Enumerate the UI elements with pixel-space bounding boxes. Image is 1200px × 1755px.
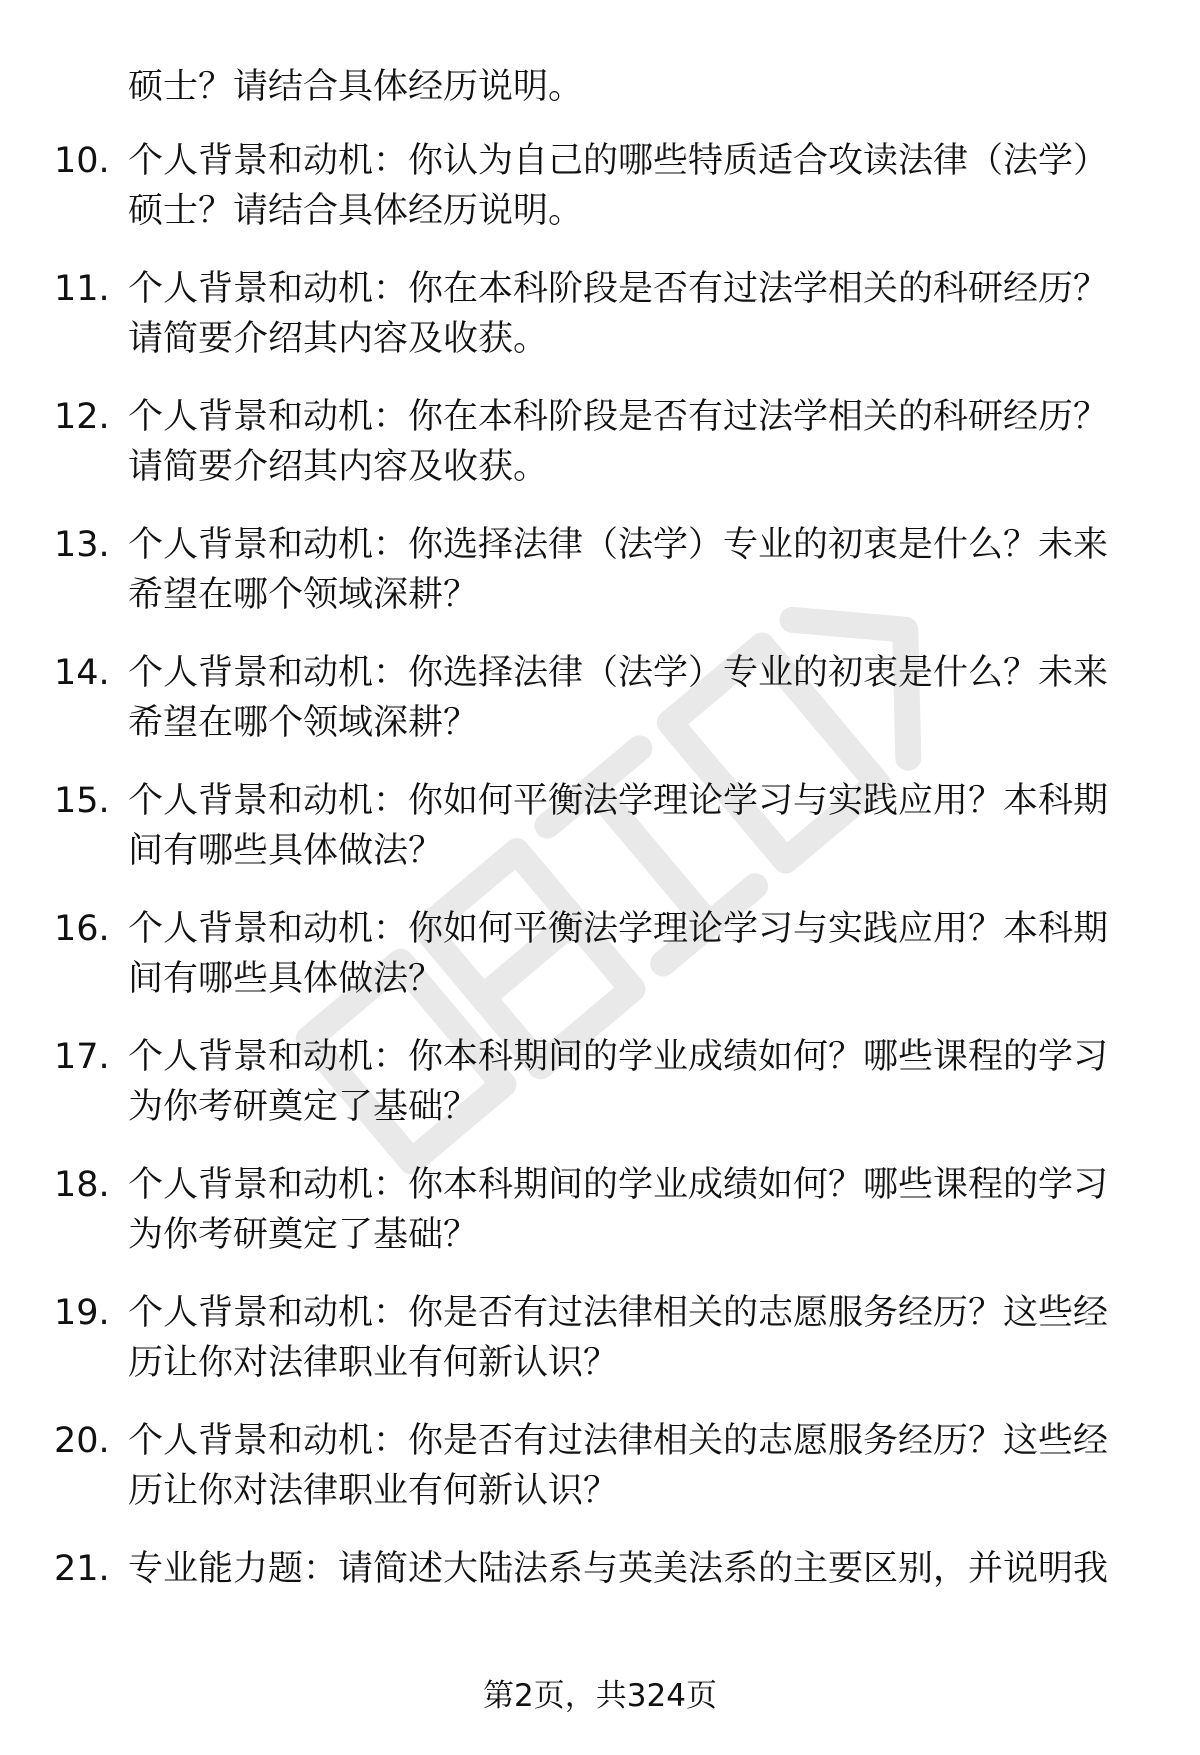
question-text bbox=[128, 1160, 1138, 1260]
question-text bbox=[128, 1288, 1138, 1388]
question-number: 15. bbox=[54, 781, 110, 821]
question-line: 个人背景和动机：你如何平衡法学理论学习与实践应用？本科期 bbox=[128, 781, 1109, 821]
question-line: 个人背景和动机：你是否有过法律相关的志愿服务经历？这些经 bbox=[128, 1421, 1109, 1461]
question-line: 个人背景和动机：你认为自己的哪些特质适合攻读法律（法学） bbox=[128, 141, 1109, 181]
question-item bbox=[0, 904, 1200, 1032]
question-line: 间有哪些具体做法？ bbox=[128, 831, 444, 871]
question-line: 希望在哪个领域深耕？ bbox=[128, 703, 479, 743]
question-item bbox=[0, 1160, 1200, 1288]
question-line: 请简要介绍其内容及收获。 bbox=[128, 447, 549, 487]
question-item bbox=[0, 1288, 1200, 1416]
question-number: 12. bbox=[54, 397, 110, 437]
question-line: 个人背景和动机：你选择法律（法学）专业的初衷是什么？未来 bbox=[128, 525, 1109, 565]
question-list bbox=[0, 136, 1200, 1672]
question-number: 21. bbox=[54, 1549, 110, 1589]
question-line: 间有哪些具体做法？ bbox=[128, 959, 444, 999]
question-number: 20. bbox=[54, 1421, 110, 1461]
continued-question-text: 硕士？请结合具体经历说明。 bbox=[128, 67, 584, 107]
question-text bbox=[128, 1416, 1138, 1516]
question-item bbox=[0, 136, 1200, 264]
question-text bbox=[128, 392, 1138, 492]
question-line: 硕士？请结合具体经历说明。 bbox=[128, 191, 584, 231]
question-line: 个人背景和动机：你在本科阶段是否有过法学相关的科研经历？ bbox=[128, 269, 1109, 309]
question-text bbox=[128, 648, 1138, 748]
question-text bbox=[128, 1032, 1138, 1132]
question-line: 个人背景和动机：你是否有过法律相关的志愿服务经历？这些经 bbox=[128, 1293, 1109, 1333]
question-item bbox=[0, 1416, 1200, 1544]
question-line: 历让你对法律职业有何新认识？ bbox=[128, 1471, 619, 1511]
question-line: 个人背景和动机：你选择法律（法学）专业的初衷是什么？未来 bbox=[128, 653, 1109, 693]
question-line: 个人背景和动机：你在本科阶段是否有过法学相关的科研经历？ bbox=[128, 397, 1109, 437]
question-text bbox=[128, 520, 1138, 620]
question-line: 专业能力题：请简述大陆法系与英美法系的主要区别，并说明我 bbox=[128, 1549, 1109, 1589]
question-number: 11. bbox=[54, 269, 110, 309]
question-number: 19. bbox=[54, 1293, 110, 1333]
question-item bbox=[0, 264, 1200, 392]
question-item bbox=[0, 520, 1200, 648]
question-line: 请简要介绍其内容及收获。 bbox=[128, 319, 549, 359]
question-line: 为你考研奠定了基础？ bbox=[128, 1087, 479, 1127]
question-line: 个人背景和动机：你本科期间的学业成绩如何？哪些课程的学习 bbox=[128, 1165, 1109, 1205]
question-number: 16. bbox=[54, 909, 110, 949]
question-line: 个人背景和动机：你如何平衡法学理论学习与实践应用？本科期 bbox=[128, 909, 1109, 949]
question-text bbox=[128, 904, 1138, 1004]
question-text bbox=[128, 264, 1138, 364]
question-number: 14. bbox=[54, 653, 110, 693]
question-item bbox=[0, 1544, 1200, 1672]
question-text bbox=[128, 136, 1138, 236]
question-text bbox=[128, 1544, 1138, 1594]
question-line: 为你考研奠定了基础？ bbox=[128, 1215, 479, 1255]
question-item bbox=[0, 776, 1200, 904]
question-number: 18. bbox=[54, 1165, 110, 1205]
question-number: 13. bbox=[54, 525, 110, 565]
question-line: 历让你对法律职业有何新认识？ bbox=[128, 1343, 619, 1383]
question-line: 个人背景和动机：你本科期间的学业成绩如何？哪些课程的学习 bbox=[128, 1037, 1109, 1077]
question-text bbox=[128, 776, 1138, 876]
question-item bbox=[0, 1032, 1200, 1160]
question-item bbox=[0, 648, 1200, 776]
question-item bbox=[0, 392, 1200, 520]
question-line: 希望在哪个领域深耕？ bbox=[128, 575, 479, 615]
page-footer: 第2页，共324页 bbox=[483, 1678, 717, 1714]
question-number: 17. bbox=[54, 1037, 110, 1077]
question-number: 10. bbox=[54, 141, 110, 181]
